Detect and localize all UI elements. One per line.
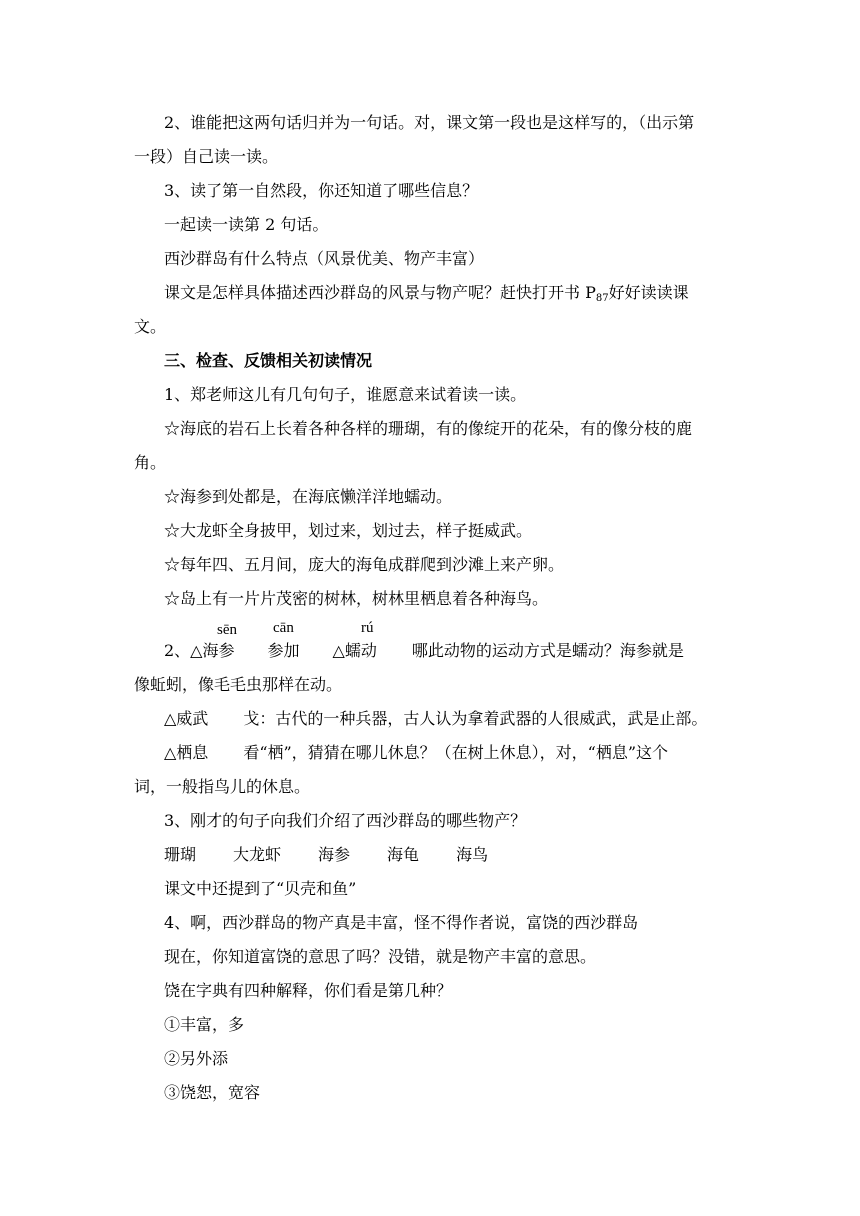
definition-item-1: ①丰富，多	[164, 1015, 245, 1034]
products-list	[164, 843, 784, 867]
definition-item-3: ③饶恕，宽容	[164, 1083, 261, 1102]
product-item: 海龟	[387, 845, 420, 864]
paragraph-read-sentence: 一起读一读第 2 句话。	[164, 215, 329, 234]
product-item: 大龙虾	[233, 845, 282, 864]
pinyin-sen: sēn	[217, 622, 237, 638]
paragraph-shells-fish: 课文中还提到了“贝壳和鱼”	[164, 879, 357, 898]
vocab-rudong: △蠕动	[332, 641, 377, 660]
paragraph-vocab-weiwu	[164, 707, 784, 731]
sentence-coral: ☆海底的岩石上长着各种各样的珊瑚，有的像绽开的花朵，有的像分枝的鹿	[164, 419, 693, 438]
sentence-turtle: ☆每年四、五月间，庞大的海龟成群爬到沙滩上来产卵。	[164, 555, 565, 574]
pinyin-can: cān	[273, 620, 294, 636]
sentence-seabirds: ☆岛上有一片片茂密的树林，树林里栖息着各种海鸟。	[164, 589, 549, 608]
paragraph-open-book	[164, 281, 784, 311]
paragraph-vocab-1-cont: 像蚯蚓，像毛毛虫那样在动。	[134, 675, 343, 694]
paragraph-vocab-qixi-cont: 词，一般指鸟儿的休息。	[134, 777, 311, 796]
vocab-haishen: 2、△海参	[164, 641, 235, 660]
vocab-weiwu: △威武	[164, 709, 209, 728]
vocab-question: 哪此动物的运动方式是蠕动？海参就是	[411, 641, 684, 660]
definition-item-2: ②另外添	[164, 1049, 229, 1068]
paragraph-question-info: 3、读了第一自然段，你还知道了哪些信息？	[164, 181, 479, 200]
paragraph-products-question: 3、刚才的句子向我们介绍了西沙群岛的哪些物产？	[164, 811, 527, 830]
vocab-qixi: △栖息	[164, 743, 209, 762]
sentence-lobster: ☆大龙虾全身披甲，划过来，划过去，样子挺威武。	[164, 521, 533, 540]
paragraph-furao-meaning: 现在，你知道富饶的意思了吗？没错，就是物产丰富的意思。	[164, 947, 597, 966]
section-heading-3: 三、检查、反馈相关初读情况	[164, 351, 373, 370]
sentence-sea-cucumber: ☆海参到处都是，在海底懒洋洋地蠕动。	[164, 487, 453, 506]
product-item: 海鸟	[456, 845, 489, 864]
product-item: 珊瑚	[164, 845, 197, 864]
vocab-weiwu-explain: 戈：古代的一种兵器，古人认为拿着武器的人很威武，武是止部。	[243, 709, 708, 728]
open-book-text: 课文是怎样具体描述西沙群岛的风景与物产呢？赶快打开书 P	[164, 283, 596, 302]
paragraph-teacher-sentences: 1、郑老师这儿有几句句子，谁愿意来试着读一读。	[164, 385, 527, 404]
sentence-coral-cont: 角。	[134, 453, 167, 472]
paragraph-merge-sentences: 2、谁能把这两句话归并为一句话。对，课文第一段也是这样写的，（出示第	[164, 113, 695, 132]
vocab-qixi-explain: 看“栖”，猜猜在哪儿休息？（在树上休息），对，“栖息”这个	[243, 743, 669, 762]
page-number-subscript: 87	[595, 293, 609, 304]
paragraph-features: 西沙群岛有什么特点（风景优美、物产丰富）	[164, 249, 485, 268]
open-book-text-end: 好好读读课	[608, 283, 689, 302]
paragraph-open-book-cont: 文。	[134, 317, 167, 336]
pinyin-ru: rú	[361, 620, 374, 636]
product-item: 海参	[318, 845, 351, 864]
paragraph-dictionary: 饶在字典有四种解释，你们看是第几种？	[164, 981, 453, 1000]
paragraph-vocab-qixi	[164, 741, 784, 765]
vocab-canjia: 参加	[267, 641, 300, 660]
paragraph-vocab-1	[164, 639, 784, 663]
paragraph-rich-islands: 4、啊，西沙群岛的物产真是丰富，怪不得作者说，富饶的西沙群岛	[164, 913, 639, 932]
paragraph-merge-sentences-cont: 一段）自己读一读。	[134, 147, 279, 166]
